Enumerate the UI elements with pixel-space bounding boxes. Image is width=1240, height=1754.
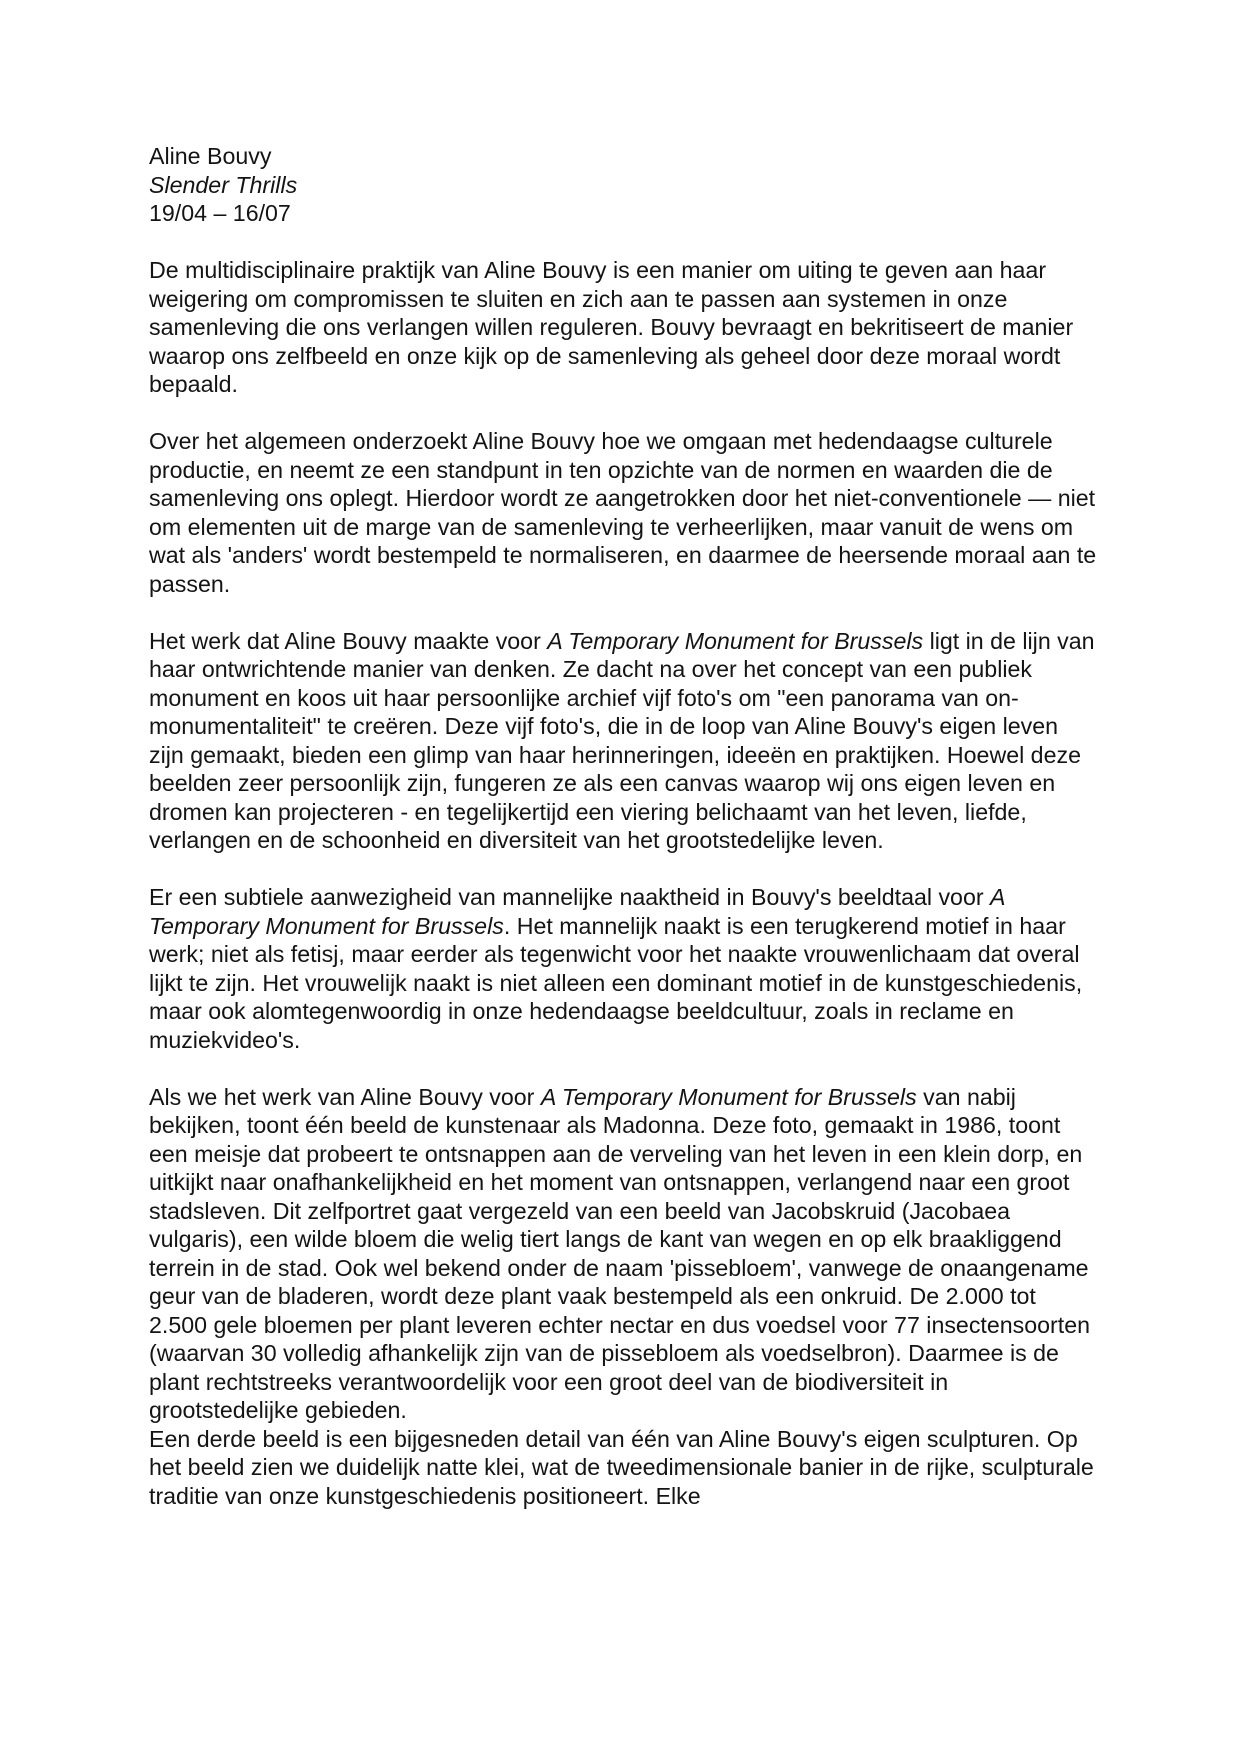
paragraph-text: ligt in de lijn van haar ontwrichtende manier van denken. Ze dacht na over het concept van een publiek monument en koos uit haar persoonlijke archief vijf foto's om "een panorama van on-monumentaliteit" te creëren. Deze vijf foto's, die in de loop van Aline Bouvy's eigen leven zijn gemaakt, bieden een glimp van haar herinneringen, ideeën en praktijken. Hoewel deze beelden zeer persoonlijk zijn, fungeren ze als een canvas waarop wij ons eigen leven en dromen kan projecteren - en tegelijkertijd een viering belichaamt van het leven, liefde, verlangen en de schoonheid en diversiteit van het grootstedelijke leven.	[149, 627, 1095, 853]
paragraph-text: Het werk dat Aline Bouvy maakte voor	[149, 627, 548, 654]
italic-work-title: A Temporary Monument for Brussels	[540, 1083, 917, 1110]
paragraph-text: Er een subtiele aanwezigheid van mannelijke naaktheid in Bouvy's beeldtaal voor	[149, 884, 990, 910]
paragraph-text: van nabij bekijken, toont één beeld de kunstenaar als Madonna. Deze foto, gemaakt in 1986, toont een meisje dat probeert te ontsnappen aan de verveling van het leven in een klein dorp, en uitkijkt naar onafhankelijkheid en het moment van ontsnappen, verlangend naar een groot stadsleven. Dit zelfportret gaat vergezeld van een beeld van Jacobskruid (Jacobaea vulgaris), een wilde bloem die welig tiert langs de kant van wegen en op elk braakliggend terrein in de stad. Ook wel bekend onder de naam 'pissebloem', vanwege de onaangename geur van de bladeren, wordt deze plant vaak bestempeld als een onkruid. De 2.000 tot 2.500 gele bloemen per plant leveren echter nectar en dus voedsel voor 77 insectensoorten (waarvan 30 volledig afhankelijk zijn van de pissebloem als voedselbron). Daarmee is de plant rechtstreeks verantwoordelijk voor een groot deel van de biodiversiteit in grootstedelijke gebieden.	[149, 1083, 1090, 1423]
italic-work-title: A Temporary Monument for Brussels	[547, 627, 924, 654]
paragraph-text: Over het algemeen onderzoekt Aline Bouvy hoe we omgaan met hedendaagse culturele productie, en neemt ze een standpunt in ten opzichte van de normen en waarden die de samenleving ons oplegt. Hierdoor wordt ze aangetrokken door het niet-conventionele — niet om elementen uit de marge van de samenleving te verheerlijken, maar vanuit de wens om wat als 'anders' wordt bestempeld te normaliseren, en daarmee de heersende moraal aan te passen.	[149, 428, 1097, 597]
exhibition-title: Slender Thrills	[149, 171, 298, 198]
artist-name: Aline Bouvy	[149, 143, 272, 169]
paragraph-text: De multidisciplinaire praktijk van Aline Bouvy is een manier om uiting te geven aan haar weigering om compromissen te sluiten en zich aan te passen aan systemen in onze samenleving die ons verlangen willen reguleren. Bouvy bevraagt en bekritiseert de manier waarop ons zelfbeeld en onze kijk op de samenleving als geheel door deze moraal wordt bepaald.	[149, 257, 1074, 397]
paragraph-text: . Het mannelijk naakt is een terugkerend motief in haar werk; niet als fetisj, maar eerder als tegenwicht voor het naakte vrouwenlichaam dat overal lijkt te zijn. Het vrouwelijk naakt is niet alleen een dominant motief in de kunstgeschiedenis, maar ook alomtegenwoordig in onze hedendaagse beeldcultuur, zoals in reclame en muziekvideo's.	[149, 912, 1083, 1053]
document-body	[149, 256, 1099, 1510]
paragraph-text: Als we het werk van Aline Bouvy voor	[149, 1083, 541, 1110]
body-paragraph	[149, 627, 1099, 855]
body-paragraph	[149, 1425, 1099, 1511]
document-header	[149, 142, 1099, 228]
body-paragraph	[149, 1083, 1099, 1425]
italic-work-title: A Temporary Monument for Brussels	[149, 884, 1005, 939]
body-paragraph	[149, 883, 1099, 1054]
body-paragraph	[149, 427, 1099, 598]
document-page	[149, 142, 1099, 1510]
exhibition-dates: 19/04 – 16/07	[149, 200, 291, 226]
body-paragraph	[149, 256, 1099, 399]
paragraph-text: Een derde beeld is een bijgesneden detail van één van Aline Bouvy's eigen sculpturen. Op het beeld zien we duidelijk natte klei, wat de tweedimensionale banier in de rijke, sculpturale traditie van onze kunstgeschiedenis positioneert. Elke	[149, 1425, 1094, 1509]
